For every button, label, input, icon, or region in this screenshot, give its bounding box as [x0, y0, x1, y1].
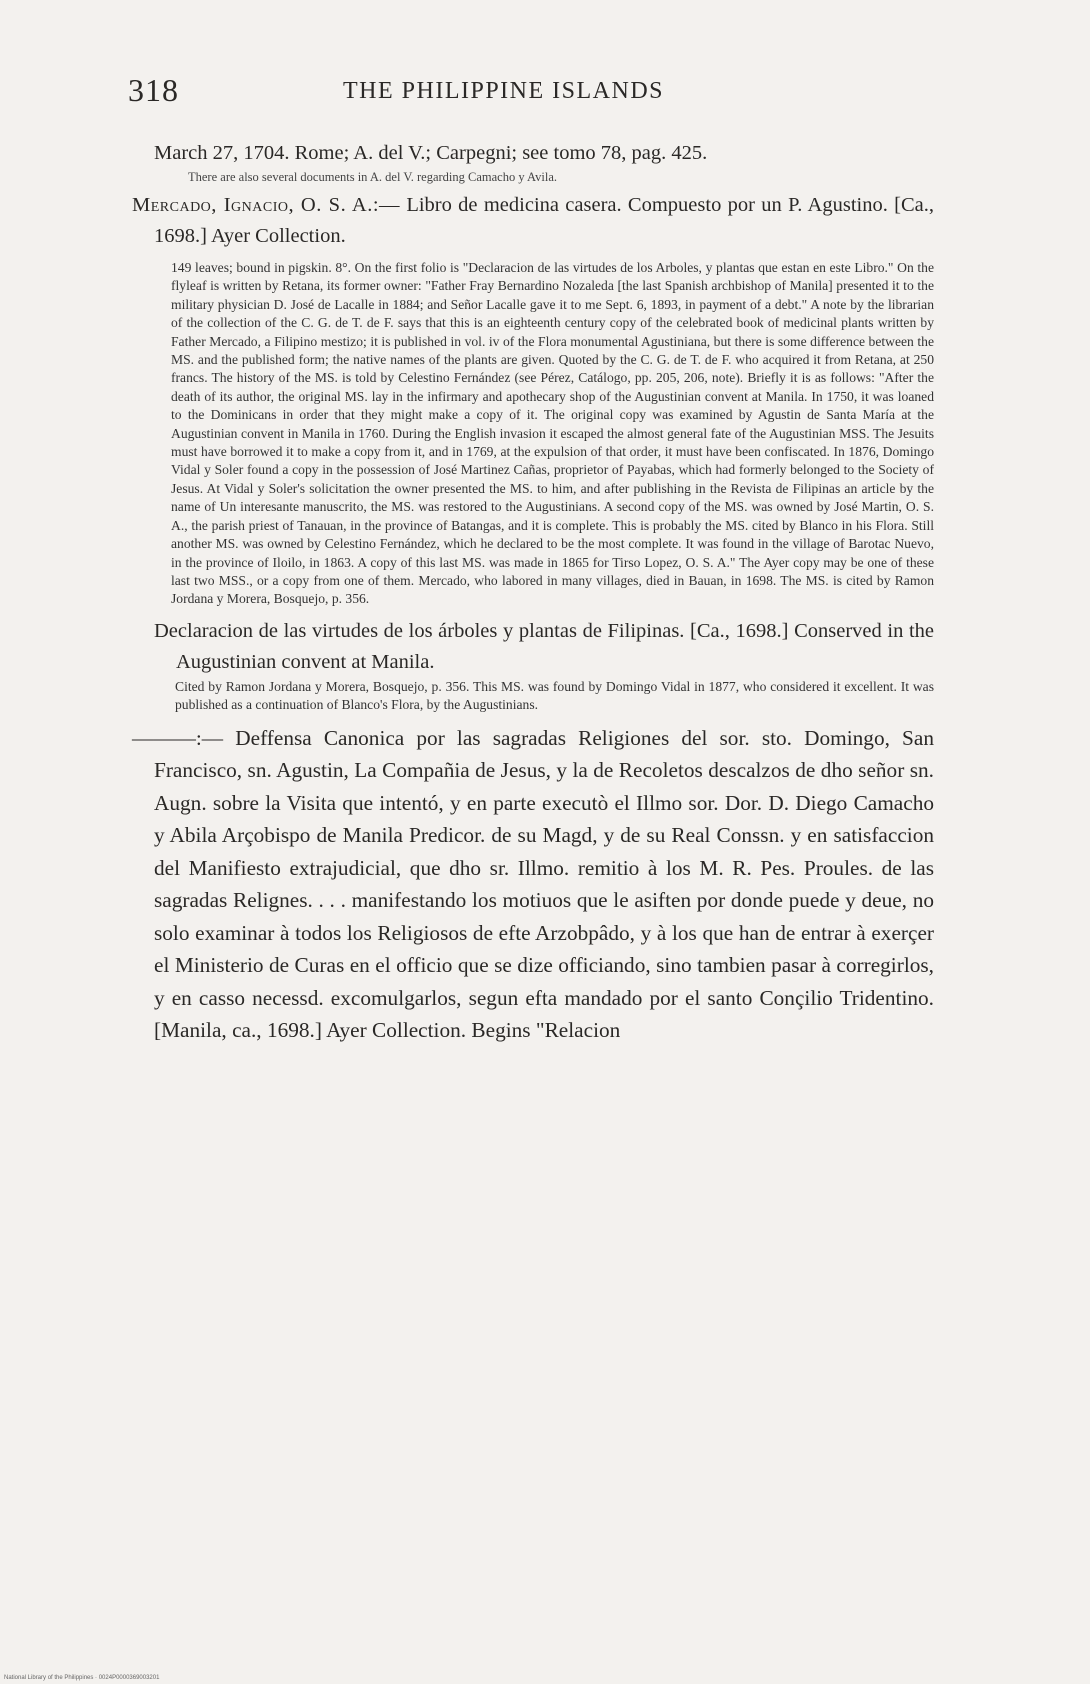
declaracion-entry: Declaracion de las virtudes de los árboles y plantas de Filipinas. [Ca., 1698.] Conserved in the Augustinian convent at Manila.: [154, 619, 934, 673]
page-number: 318: [128, 72, 179, 108]
carry-over-note: There are also several documents in A. del V. regarding Camacho y Avila.: [188, 170, 557, 184]
running-head: THE PHILIPPINE ISLANDS: [343, 78, 664, 104]
mercado-note: 149 leaves; bound in pigskin. 8°. On the first folio is "Declaracion de las virtudes de los Arboles, y plantas que estan en este Libro." On the flyleaf is written by Retana, its former owner: "Father Fray Bernardino Nozaleda [the last Spanish archbishop of Manila] presented it to the military physician D. José de Lacalle in 1884; and Señor Lacalle gave it to me Sept. 6, 1893, in payment of a debt." A note by the librarian of the collection of the C. G. de T. de F. says that this is an eighteenth century copy of the celebrated book of medicinal plants written by Father Mercado, a Filipino mestizo; it is published in vol. iv of the Flora monumental Agustiniana, but there is some difference between the MS. and the published form; the native names of the plants are given. Quoted by the C. G. de T. de F. who acquired it from Retana, at 250 francs. The history of the MS. is told by Celestino Fernández (see Pérez, Catálogo, pp. 205, 206, note). Briefly it is as follows: "After the death of its author, the original MS. lay in the infirmary and apothecary shop of the Augustinian convent at Manila. In 1750, it was loaned to the Dominicans in order that they might make a copy of it. The original copy was examined by Agustin de Santa María at the Augustinian convent in Manila in 1760. During the English invasion it escaped the almost general fate of the Augustinian MSS. The Jesuits must have borrowed it to make a copy from it, and in 1769, at the expulsion of that order, it must have been confiscated. In 1876, Domingo Vidal y Soler found a copy in the possession of José Martinez Cañas, proprietor of Payabas, which had formerly belonged to the Society of Jesus. At Vidal y Soler's solicitation the owner presented the MS. to him, and after publishing in the Revista de Filipinas an article by the name of Un interesante manuscrito, the MS. was restored to the Augustinians. A second copy of the MS. was owned by José Martin, O. S. A., the parish priest of Tanauan, in the province of Batangas, and it is complete. This is probably the MS. cited by Blanco in his Flora. Still another MS. was owned by Celestino Fernández, which he declared to be the most complete. It was found in the village of Barotac Nuevo, in the province of Iloilo, in 1863. A copy of this last MS. was made in 1865 for Tirso Lopez, O. S. A." The Ayer copy may be one of these last two MSS., or a copy from one of them. Mercado, who labored in many villages, died in Bauan, in 1698. The MS. is cited by Ramon Jordana y Morera, Bosquejo, p. 356.: [171, 260, 934, 607]
mercado-author: Mercado, Ignacio, O. S. A.:—: [132, 194, 401, 216]
carry-over-entry: March 27, 1704. Rome; A. del V.; Carpegni; see tomo 78, pag. 425.: [154, 142, 708, 164]
body-text: [132, 138, 934, 1047]
mercado-entry: [132, 190, 934, 252]
footer-credit: National Library of the Philippines · 0024P0000369003201: [4, 1675, 160, 1681]
page-header: [128, 72, 948, 116]
mercado-title: Libro de medicina casera. Compuesto por un P. Agustino. [Ca., 1698.] Ayer Collection.: [154, 194, 934, 247]
declaracion-note: Cited by Ramon Jordana y Morera, Bosquejo, p. 356. This MS. was found by Domingo Vidal in 1877, who considered it excellent. It was published as a continuation of Blanco's Flora, by the Augustinians.: [175, 678, 934, 713]
deffensa-entry: ———:— Deffensa Canonica por las sagradas Religiones del sor. sto. Domingo, San Francisco, sn. Agustin, La Compañia de Jesus, y la de Recoletos descalzos de dho señor sn. Augn. sobre la Visita que intentó, y en parte executò el Illmo sor. Dor. D. Diego Camacho y Abila Arçobispo de Manila Predicor. de su Magd, y de su Real Conssn. y en satisfaccion del Manifiesto extrajudicial, que dho sr. Illmo. remitio à los M. R. Pes. Proules. de las sagradas Relignes. . . . manifestando los motiuos que le asiften por donde puede y deue, no solo examinar à todos los Religiosos de efte Arzobpâdo, y à los que han de entrar à exerçer el Ministerio de Curas en el officio que se dize officiando, sino tambien pasar à corregirlos, y en casso necessd. excomulgarlos, segun efta mandado por el santo Conçilio Tridentino. [Manila, ca., 1698.] Ayer Collection. Begins "Relacion: [132, 725, 934, 1043]
